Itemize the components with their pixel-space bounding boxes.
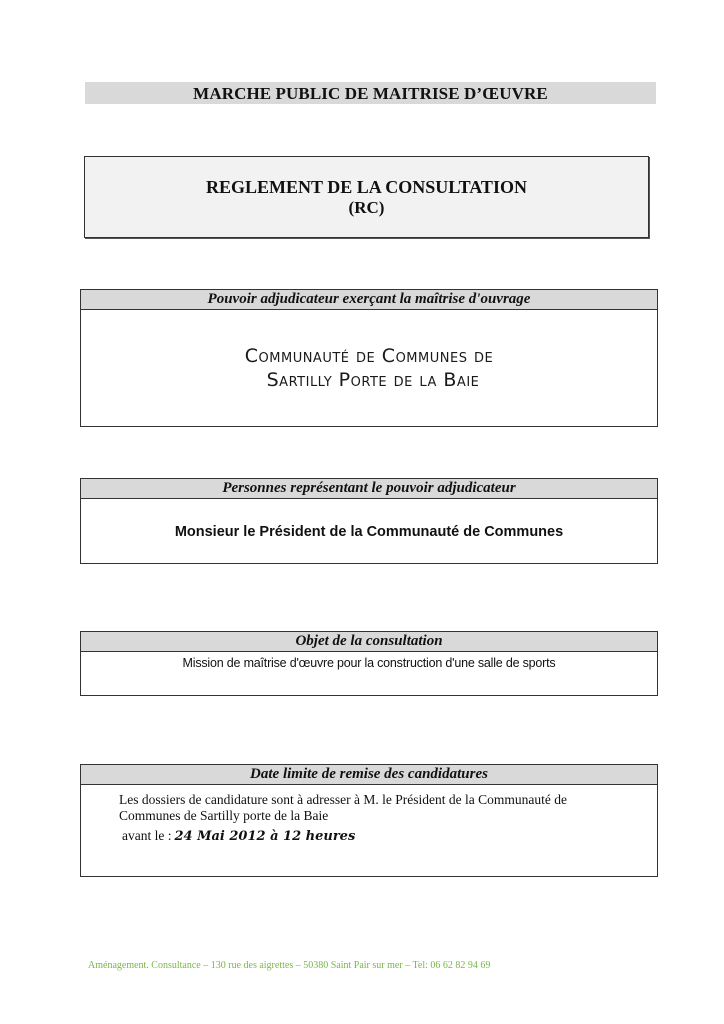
date-limite-header: Date limite de remise des candidatures — [81, 765, 657, 785]
objet-text: Mission de maîtrise d'œuvre pour la construction d'une salle de sports — [182, 656, 556, 670]
rc-title-box — [84, 156, 649, 238]
representant-text: Monsieur le Président de la Communauté de Communes — [174, 524, 564, 540]
footer-address: Aménagement. Consultance – 130 rue des aigrettes – 50380 Saint Pair sur mer – Tel: 06 62 82 94 69 — [88, 960, 491, 971]
date-limite-body — [81, 785, 657, 845]
main-title: MARCHE PUBLIC DE MAITRISE D’ŒUVRE — [85, 82, 656, 104]
pouvoir-adjudicateur-header: Pouvoir adjudicateur exerçant la maîtrise d'ouvrage — [81, 290, 657, 310]
rc-subtitle: (RC) — [348, 198, 385, 217]
pouvoir-adjudicateur-section — [80, 289, 658, 427]
objet-header: Objet de la consultation — [81, 632, 657, 652]
deadline-value: 24 Mai 2012 à 12 heures — [174, 829, 356, 844]
representant-section — [80, 478, 658, 564]
objet-section — [80, 631, 658, 696]
organization-name-line2: Sartilly Porte de la Baie — [266, 369, 480, 391]
rc-title: REGLEMENT DE LA CONSULTATION — [206, 177, 527, 197]
organization-name-line1: Communauté de Communes de — [244, 345, 494, 367]
deadline-label: avant le : — [122, 828, 172, 843]
organization-name — [81, 344, 657, 392]
date-limite-line2: Communes de Sartilly porte de la Baie — [119, 808, 329, 823]
date-limite-line1: Les dossiers de candidature sont à adresser à M. le Président de la Communauté de — [119, 792, 567, 807]
representant-header: Personnes représentant le pouvoir adjudicateur — [81, 479, 657, 499]
deadline-line — [119, 828, 657, 845]
date-limite-section — [80, 764, 658, 877]
